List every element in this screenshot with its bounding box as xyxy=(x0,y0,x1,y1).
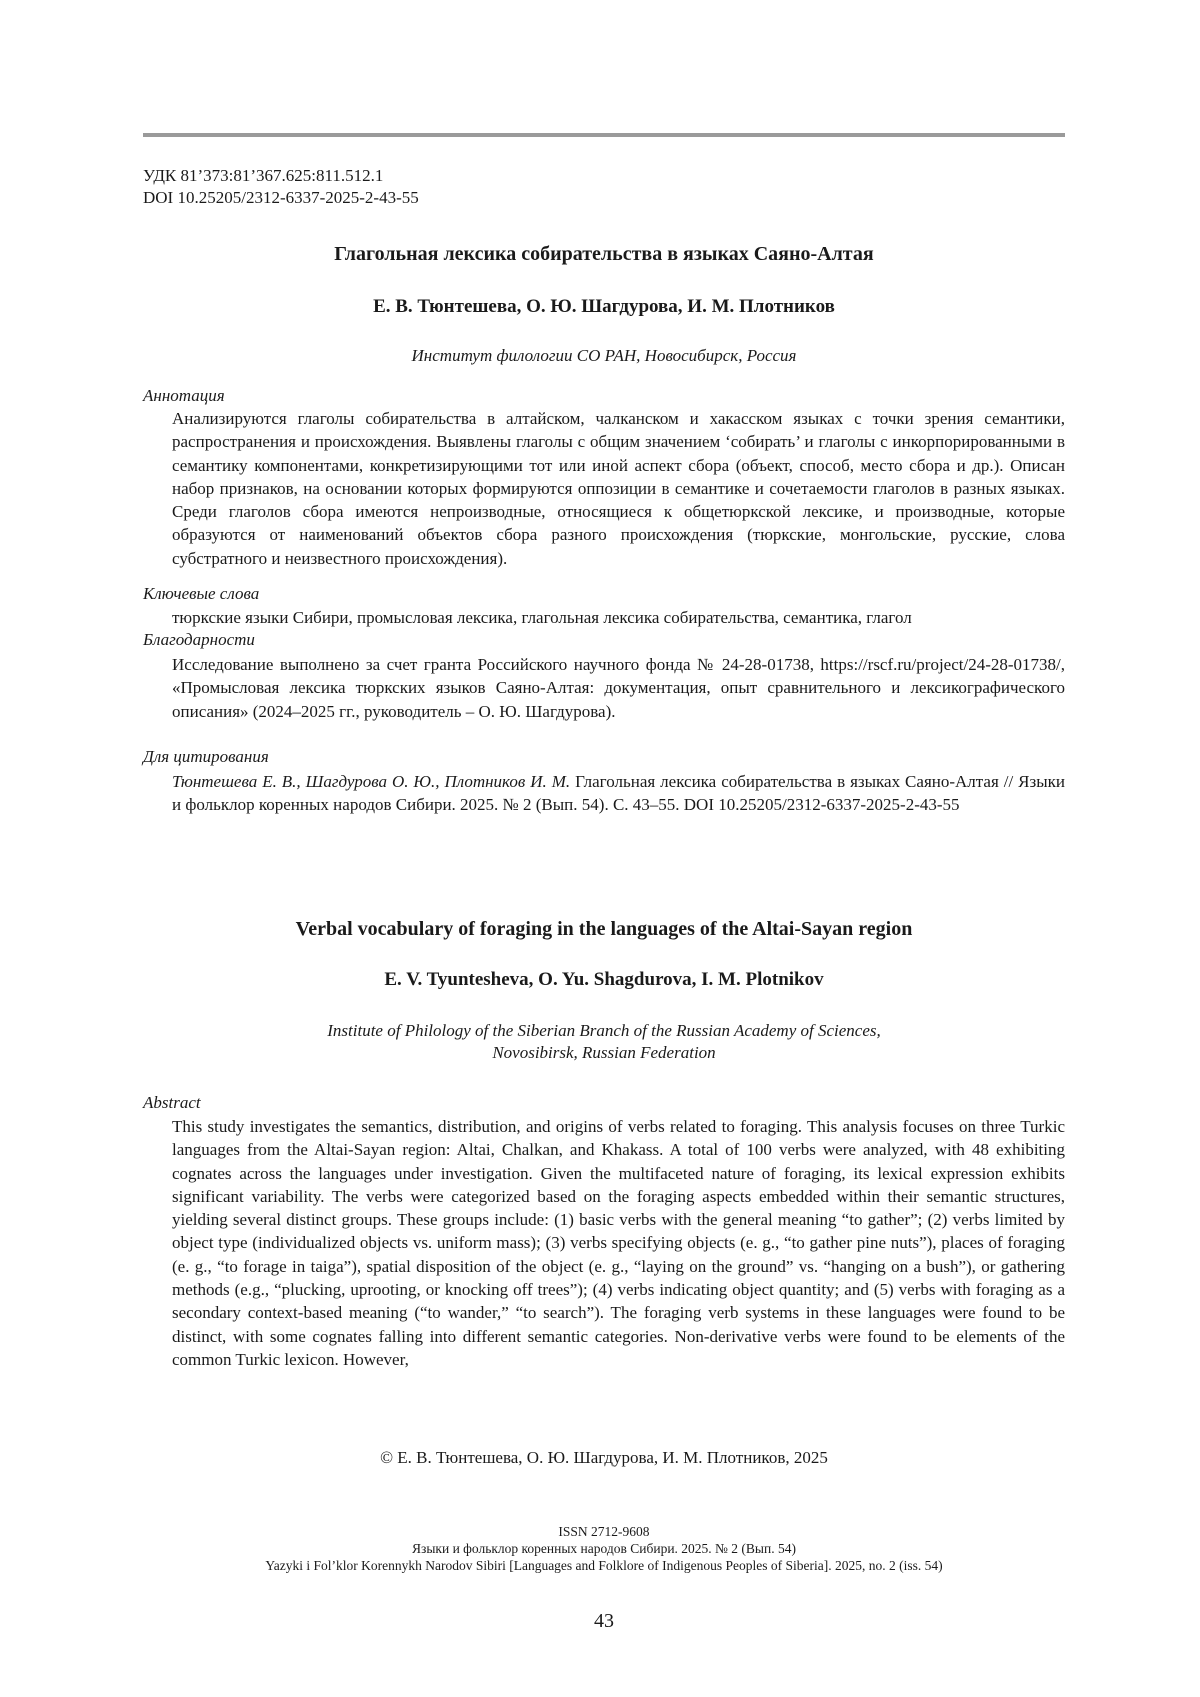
copyright: © Е. В. Тюнтешева, О. Ю. Шагдурова, И. М. Плотников, 2025 xyxy=(380,1448,828,1467)
ru-citation-authors: Тюнтешева Е. В., Шагдурова О. Ю., Плотников И. М. xyxy=(172,772,571,791)
ru-abstract: Анализируются глаголы собирательства в алтайском, чалканском и хакасском языках с точки зрения семантики, распространения и происхождения. Выявлены глаголы с общим значением ‘собирать’ и глаголы с инкорпорированными в семантику компонентами, конкретизирующими тот или иной аспект сбора (объект, способ, место сбора и др.). Описан набор признаков, на основании которых формируются оппозиции в семантике и сочетаемости глаголов в разных языках. Среди глаголов сбора имеются непроизводные, относящиеся к общетюркской лексике, и производные, которые образуются от наименований объектов сбора разного происхождения (тюркские, монгольские, русские, слова субстратного и неизвестного происхождения). xyxy=(172,409,1065,568)
ru-authors: Е. В. Тюнтешева, О. Ю. Шагдурова, И. М. Плотников xyxy=(373,296,835,317)
footer-issn: ISSN 2712-9608 xyxy=(558,1524,650,1539)
article-meta xyxy=(143,165,419,209)
udc-code: УДК 81’373:81’367.625:811.512.1 xyxy=(143,166,384,185)
en-abstract-label: Abstract xyxy=(143,1093,201,1112)
en-abstract: This study investigates the semantics, distribution, and origins of verbs related to foraging. This analysis focuses on three Turkic languages from the Altai-Sayan region: Altai, Chalkan, and Khakass. A total of 100 verbs were analyzed, with 48 exhibiting cognates across the languages under investigation. Given the multifaceted nature of foraging, its lexical expression exhibits significant variability. The verbs were categorized based on the foraging aspects embedded within their semantic structures, yielding several distinct groups. These groups include: (1) basic verbs with the general meaning “to gather”; (2) verbs limited by object type (individualized objects vs. uniform mass); (3) verbs specifying objects (e. g., “to gather pine nuts”), places of foraging (e. g., “to forage in taiga”), spatial disposition of the object (e. g., “laying on the ground” vs. “hanging on a bush”), or gathering methods (e.g., “plucking, uprooting, or knocking off trees”); (4) verbs indicating object quantity; and (5) verbs with foraging as a secondary context-based meaning (“to wander,” “to search”). The foraging verb systems in these languages were found to be distinct, with some cognates falling into different semantic categories. Non-derivative verbs were found to be elements of the common Turkic lexicon. However, xyxy=(172,1117,1065,1369)
ru-abstract-label: Аннотация xyxy=(143,386,225,405)
ru-acknowledgements: Исследование выполнено за счет гранта Российского научного фонда № 24-28-01738, https://rscf.ru/project/24-28-01738/, «Промысловая лексика тюркских языков Саяно-Алтая: документация, опыт сравнительного и лексикографического описания» (2024–2025 гг., руководитель – О. Ю. Шагдурова). xyxy=(172,655,1065,721)
page-number: 43 xyxy=(594,1610,614,1632)
ru-keywords-label: Ключевые слова xyxy=(143,584,260,603)
ru-citation xyxy=(172,770,1065,817)
header-rule xyxy=(143,133,1065,137)
ru-institution: Институт филологии СО РАН, Новосибирск, Россия xyxy=(411,346,797,365)
en-title: Verbal vocabulary of foraging in the languages of the Altai-Sayan region xyxy=(295,918,913,940)
ru-keywords: тюркские языки Сибири, промысловая лексика, глагольная лексика собирательства, семантика, глагол xyxy=(172,608,912,627)
ru-ack-label: Благодарности xyxy=(143,630,255,649)
footer-journal-ru: Языки и фольклор коренных народов Сибири. 2025. № 2 (Вып. 54) xyxy=(412,1541,796,1556)
footer-journal-en: Yazyki i Fol’klor Korennykh Narodov Sibiri [Languages and Folklore of Indigenous Peoples of Siberia]. 2025, no. 2 (iss. 54) xyxy=(265,1558,943,1573)
en-authors: E. V. Tyuntesheva, O. Yu. Shagdurova, I. M. Plotnikov xyxy=(384,969,824,990)
ru-cite-label: Для цитирования xyxy=(143,747,269,766)
doi: DOI 10.25205/2312-6337-2025-2-43-55 xyxy=(143,188,419,207)
en-institution-line1: Institute of Philology of the Siberian Branch of the Russian Academy of Sciences, xyxy=(327,1021,881,1040)
en-institution xyxy=(143,1020,1065,1064)
ru-citation-text: Глагольная лексика собирательства в языках Саяно-Алтая // Языки и фольклор коренных народов Сибири. 2025. № 2 (Вып. 54). С. 43–55. DOI 10.25205/2312-6337-2025-2-43-55 xyxy=(172,772,1065,815)
en-institution-line2: Novosibirsk, Russian Federation xyxy=(492,1043,716,1062)
ru-title: Глагольная лексика собирательства в языках Саяно-Алтая xyxy=(334,243,874,265)
